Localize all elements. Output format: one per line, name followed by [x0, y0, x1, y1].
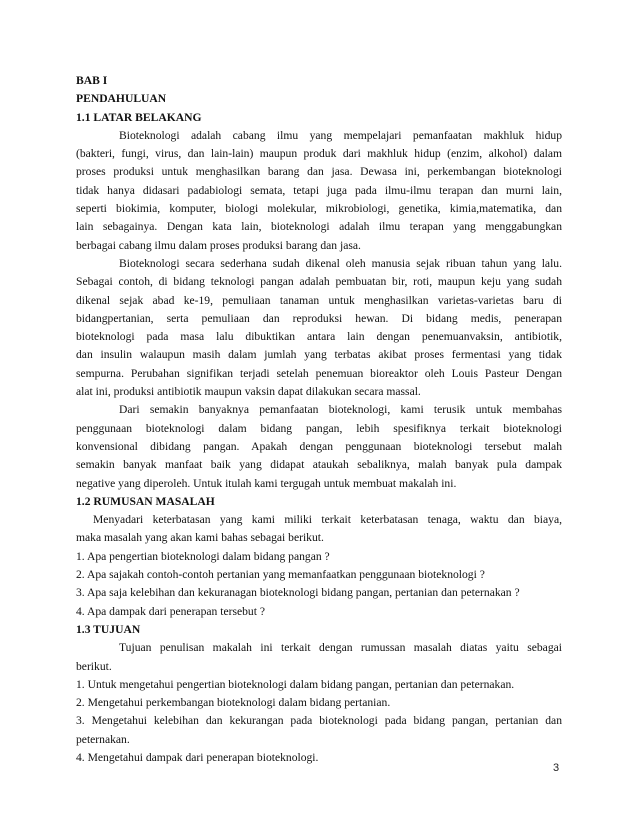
paragraph-line: (bakteri, fungi, virus, dan lain-lain) maupun produk dari makhluk hidup (enzim, alkohol) dalam [76, 147, 562, 161]
paragraph-line: penggunaan bioteknologi dalam bidang pangan, lebih spesifiknya terkait bioteknologi [76, 421, 562, 435]
paragraph-line: Tujuan penulisan makalah ini terkait dengan rumussan masalah diatas yaitu sebagai [119, 641, 562, 655]
list-item: peternakan. [76, 732, 130, 746]
paragraph-line: berbagai cabang ilmu dalam proses produksi barang dan jasa. [76, 238, 361, 252]
paragraph-line: bioteknologi pada masa lalu dibuktikan antara lain dengan penemuanvaksin, antibiotik, [76, 330, 562, 344]
paragraph-line: berikut. [76, 659, 112, 673]
list-item: 1. Untuk mengetahui pengertian bioteknologi dalam bidang pangan, pertanian dan peternakan. [76, 677, 515, 691]
paragraph-line: dan insulin walaupun masih dalam jumlah yang terbatas akibat proses fermentasi yang tidak [76, 348, 562, 362]
paragraph-line: semakin banyak manfaat baik yang didapat ataukah sebaliknya, malah banyak pula dampak [76, 458, 562, 472]
paragraph-line: Dari semakin banyaknya pemanfaatan bioteknologi, kami terusik untuk membahas [119, 403, 562, 417]
section-heading-tujuan: 1.3 TUJUAN [76, 622, 141, 636]
list-item: 2. Apa sajakah contoh-contoh pertanian yang memanfaatkan penggunaan bioteknologi ? [76, 568, 485, 582]
section-heading-latar-belakang: 1.1 LATAR BELAKANG [76, 110, 202, 124]
paragraph-line: tidak hanya didasari padabiologi semata, tetapi juga pada ilmu-ilmu terapan dan murni lain, [76, 183, 562, 197]
paragraph-line: sempurna. Perubahan signifikan terjadi setelah penemuan bioreaktor oleh Louis Pasteur Dengan [76, 366, 562, 380]
paragraph-line: proses produksi untuk menghasilkan barang dan jasa. Dewasa ini, perkembangan bioteknologi [76, 165, 562, 179]
list-item: 3. Mengetahui kelebihan dan kekurangan pada bioteknologi pada bidang pangan, pertanian dan [76, 714, 562, 728]
paragraph-line: Bioteknologi adalah cabang ilmu yang mempelajari pemanfaatan makhluk hidup [119, 128, 562, 142]
paragraph-line: negative yang diperoleh. Untuk itulah kami tergugah untuk membuat makalah ini. [76, 476, 457, 490]
paragraph-line: maka masalah yang akan kami bahas sebagai berikut. [76, 531, 324, 545]
list-item: 1. Apa pengertian bioteknologi dalam bidang pangan ? [76, 549, 330, 563]
paragraph-line: seperti biokimia, komputer, biologi molekular, mikrobiologi, genetika, kimia,matematika, dan [76, 202, 562, 216]
document-body [76, 72, 562, 767]
list-item: 4. Mengetahui dampak dari penerapan bioteknologi. [76, 750, 319, 764]
paragraph-line: Sebagai contoh, di bidang teknologi pangan adalah pembuatan bir, roti, maupun keju yang sudah [76, 275, 562, 289]
paragraph-line: lain sebagainya. Dengan kata lain, bioteknologi adalah ilmu terapan yang menggabungkan [76, 220, 562, 234]
section-heading-rumusan-masalah: 1.2 RUMUSAN MASALAH [76, 494, 215, 508]
paragraph-line: bidangpertanian, serta pemuliaan dan reproduksi hewan. Di bidang medis, penerapan [76, 311, 562, 325]
list-item: 2. Mengetahui perkembangan bioteknologi dalam bidang pertanian. [76, 696, 391, 710]
chapter-title: PENDAHULUAN [76, 92, 167, 106]
paragraph-line: Bioteknologi secara sederhana sudah dikenal oleh manusia sejak ribuan tahun yang lalu. [119, 256, 562, 270]
page-number: 3 [553, 762, 560, 774]
chapter-label: BAB I [76, 74, 108, 87]
paragraph-line: alat ini, produksi antibiotik maupun vaksin dapat dilakukan secara massal. [76, 385, 421, 399]
paragraph-line: konvensional dibidang pangan. Apakah dengan penggunaan bioteknologi tersebut malah [76, 439, 562, 453]
paragraph-line: Menyadari keterbatasan yang kami miliki terkait keterbatasan tenaga, waktu dan biaya, [93, 513, 562, 527]
list-item: 4. Apa dampak dari penerapan tersebut ? [76, 604, 265, 618]
paragraph-line: dikenal sejak abad ke-19, pemuliaan tanaman untuk menghasilkan varietas-varietas baru di [76, 293, 562, 307]
list-item: 3. Apa saja kelebihan dan kekuranagan bioteknologi bidang pangan, pertanian dan peternakan ? [76, 586, 520, 600]
